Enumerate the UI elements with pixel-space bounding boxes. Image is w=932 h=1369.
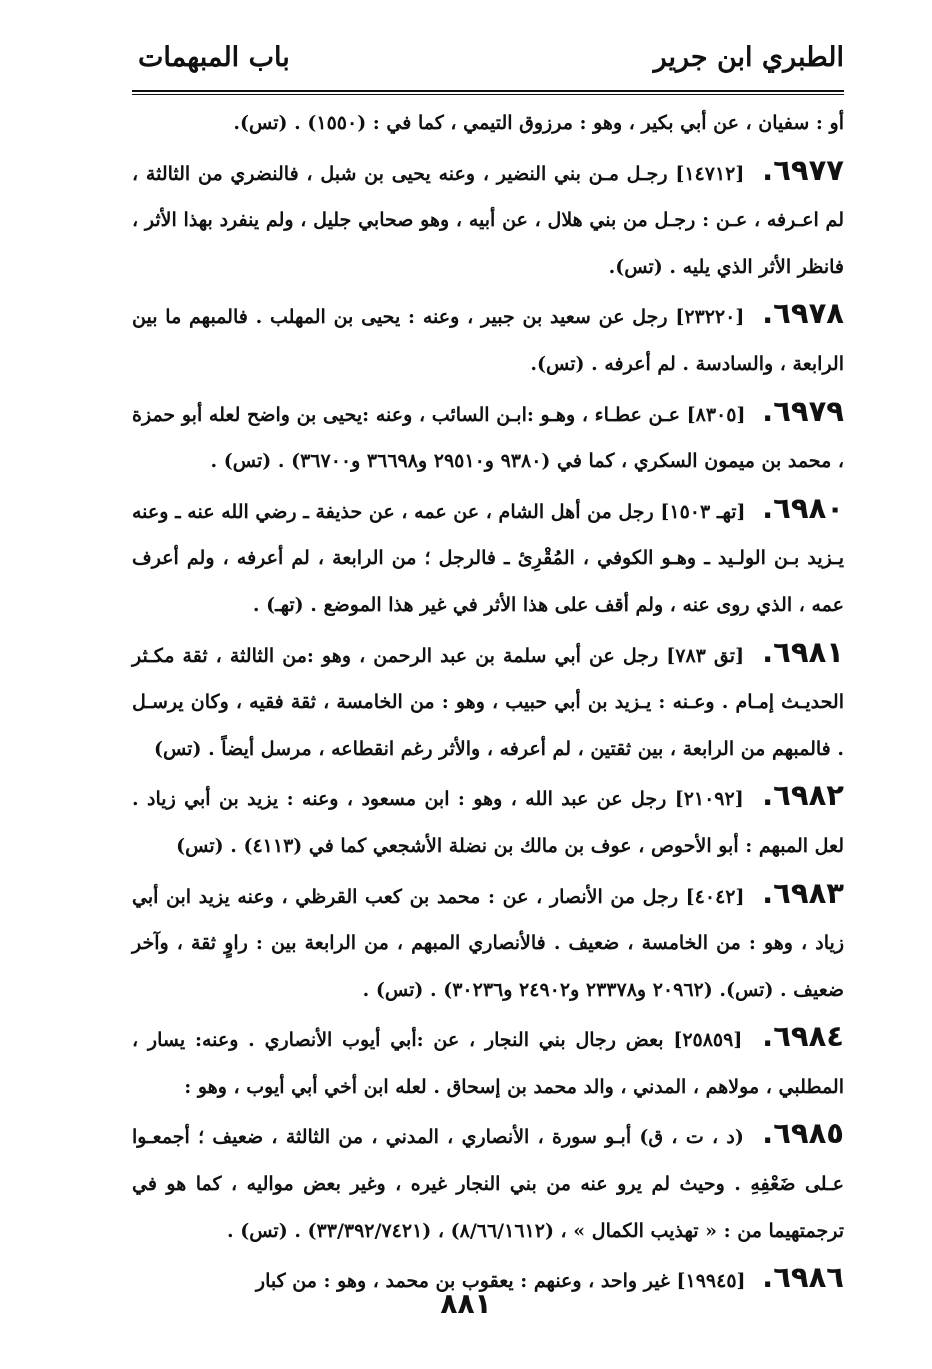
entry-number: ٦٩٧٧.	[762, 152, 845, 187]
entry-reference: [٨٣٠٥]	[686, 403, 746, 426]
entry-reference: [١٤٧١٢]	[675, 162, 745, 185]
entry-reference: (د ، ت ، ق)	[639, 1126, 744, 1149]
entry	[132, 1110, 844, 1254]
entry-reference: [تق ٧٨٣]	[666, 644, 745, 667]
entry-text: أو : سفيان ، عن أبي بكير ، وهو : مرزوق التيمي ، كما في : (١٥٥٠) . (تس).	[233, 112, 844, 134]
entry-reference: [٢١٠٩٢]	[674, 788, 744, 811]
entry	[132, 485, 844, 629]
page-body	[132, 100, 844, 1305]
entry-number: ٦٩٨٣.	[762, 875, 844, 910]
entry	[132, 388, 844, 485]
chapter-title: باب المبهمات	[138, 42, 290, 73]
entry-text: رجل عن أبي سلمة بن عبد الرحمن ، وهو :من الثالثة ، ثقة مكـثر الحديـث إمـام . وعـنه : يـزيد بن أبي حبيب ، وهو : من الخامسة ، ثقة فقيه ، وكان يرسـل . فالمبهم من الرابعة ، بين ثقتين ، لم أعرفه ، والأثر رغم انقطاعه ، مرسل أيضاً . (تس)	[132, 644, 844, 760]
entry	[132, 629, 844, 773]
entry	[132, 870, 844, 1014]
entry-number: ٦٩٨٠.	[762, 490, 844, 525]
entry-text: رجل من أهل الشام ، عن عمه ، عن حذيفة ـ رضي الله عنه ـ وعنه يـزيد بـن الولـيد ـ وهـو الكوفي ، المُقْرِئ ـ فالرجل ؛ من الرابعة ، لم أعرفه ، ولم أعرف عمه ، الذي روى عنه ، ولم أقف على هذا الأثر في غير هذا الموضع . (تهـ) .	[132, 500, 844, 616]
entry-number: ٦٩٨٥.	[762, 1116, 845, 1151]
entry-text: رجـل مـن بني النضير ، وعنه يحيى بن شبل ، فالنضري من الثالثة ، لم اعـرفه ، عـن : رجـل من بني هلال ، عن أبيه ، وهو صحابي جليل ، ولم ينفرد بهذا الأثر ، فانظر الأثر الذي يليه . (تس).	[132, 162, 844, 278]
page-number: ٨٨١	[440, 1287, 492, 1320]
entry	[132, 1013, 844, 1110]
entry	[132, 147, 844, 291]
entry-text: رجل من الأنصار ، عن : محمد بن كعب القرظي ، وعنه يزيد ابن أبي زياد ، وهو : من الخامسة ، ضعيف . فالأنصاري المبهم ، من الرابعة بين : راوٍ ثقة ، وآخر ضعيف . (تس). (٢٠٩٦٢ و٢٣٣٧٨ و٢٤٩٠٢ و٣٠٢٣٦) . (تس) .	[132, 885, 844, 1001]
entry-number: ٦٩٨٢.	[762, 778, 844, 813]
entry-number: ٦٩٨٦.	[762, 1260, 844, 1295]
entry-text: بعض رجال بني النجار ، عن :أبي أيوب الأنصاري . وعنه: يسار ، المطلبي ، مولاهم ، المدني ، والد محمد بن إسحاق . لعله ابن أخي أبي أيوب ، وهو :	[132, 1029, 844, 1098]
entry	[132, 290, 844, 387]
entry-text: غير واحد ، وعنهم : يعقوب بن محمد ، وهو : من كبار	[255, 1270, 670, 1293]
entry-reference: [تهـ ١٥٠٣]	[660, 500, 746, 523]
entry-reference: [٢٥٨٥٩]	[673, 1029, 743, 1052]
entry-text: عـن عطـاء ، وهـو :ابـن السائب ، وعنه :يحيى بن واضح لعله أبو حمزة ، محمد بن ميمون السكري ، كما في (٩٣٨٠ و٢٩٥١٠ و٣٦٦٩٨ و٣٦٧٠٠) . (تس) .	[132, 403, 844, 473]
entry-text: رجل عن سعيد بن جبير ، وعنه : يحيى بن المهلب . فالمبهم ما بين الرابعة ، والسادسة . لم أعرفه . (تس).	[132, 306, 844, 375]
page-header	[132, 34, 844, 86]
entry-continuation	[132, 100, 844, 147]
entry-number: ٦٩٧٩.	[762, 393, 844, 428]
entry	[132, 772, 844, 869]
entry-text: رجل عن عبد الله ، وهو : ابن مسعود ، وعنه : يزيد بن أبي زياد . لعل المبهم : أبو الأحوص ، عوف بن مالك بن نضلة الأشجعي كما في (٤١١٣) . (تس)	[132, 788, 844, 857]
entry-reference: [١٩٩٤٥]	[676, 1270, 746, 1293]
entry-reference: [٢٣٢٢٠]	[675, 306, 745, 329]
header-rule	[132, 90, 844, 95]
entry-number: ٦٩٨٤.	[762, 1019, 844, 1054]
entry-number: ٦٩٧٨.	[762, 296, 844, 331]
entry-number: ٦٩٨١.	[762, 634, 844, 669]
entry-text: أبـو سورة ، الأنصاري ، المدني ، من الثالثة ، ضعيف ؛ أجمعـوا عـلى ضَعْفِهِ . وحيث لم يرو عنه من بني النجار غيره ، وغير بعض مواليه ، كما هو في ترجمتهيما من : « تهذيب الكمال » ، (٨/٦٦/١٦١٢) ، (٣٣/٣٩٢/٧٤٢١) . (تس) .	[132, 1126, 844, 1242]
entry-reference: [٤٠٤٢]	[685, 885, 745, 908]
book-title: الطبري ابن جرير	[653, 42, 844, 73]
